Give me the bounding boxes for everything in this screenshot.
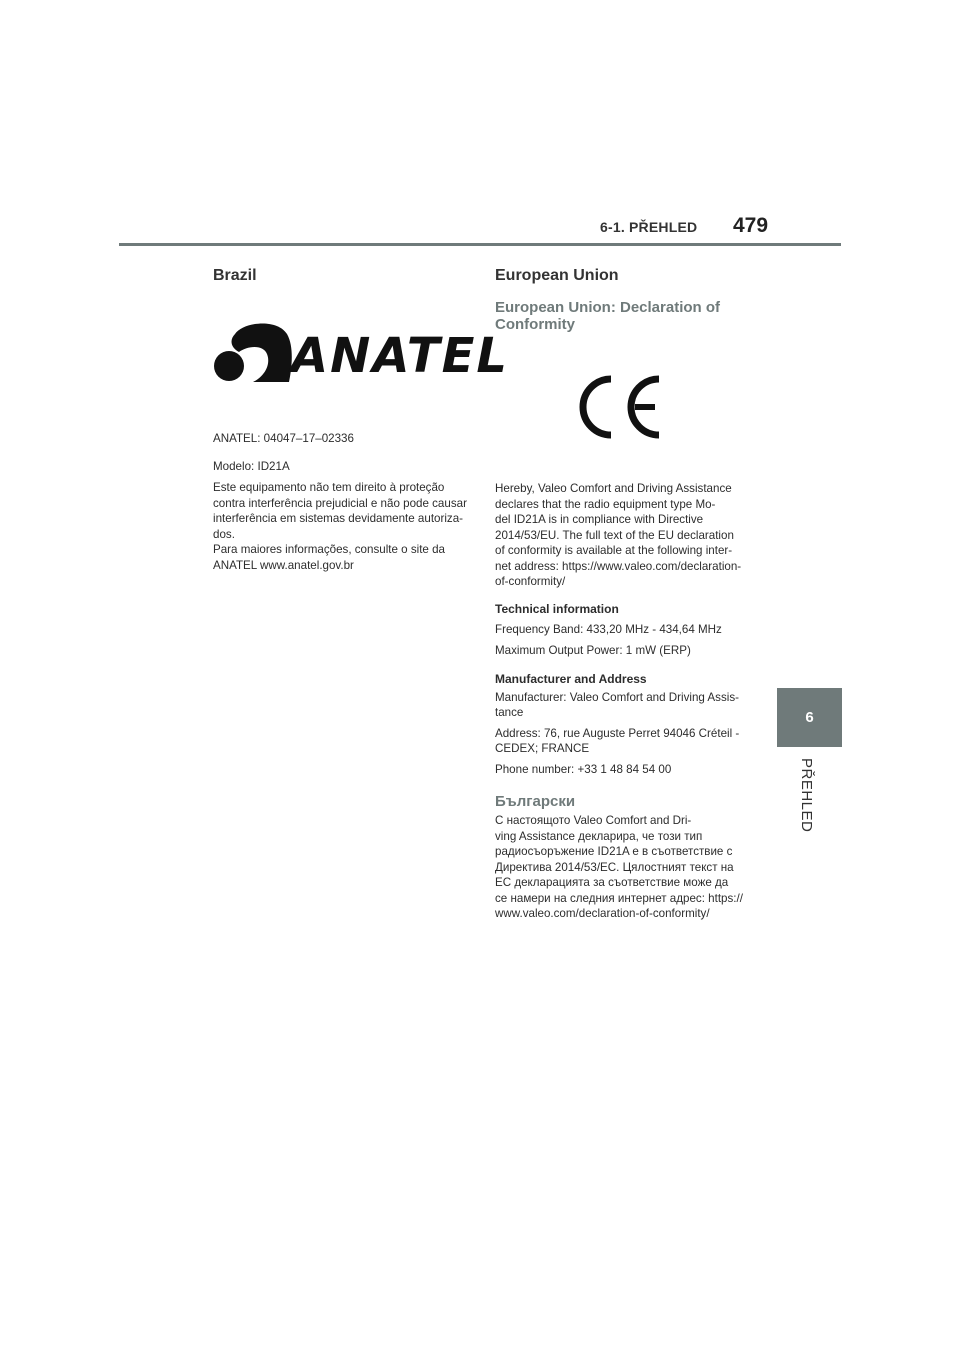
brazil-column [213, 262, 469, 287]
bulgarian-line: ving Assistance декларира, че този тип [495, 829, 703, 843]
frequency-band: Frequency Band: 433,20 MHz - 434,64 MHz [495, 623, 722, 636]
manufacturer-line: Manufacturer: Valeo Comfort and Driving Assis- [495, 690, 739, 704]
page-number: 479 [733, 214, 769, 237]
anatel-wordmark: ANATEL [291, 328, 509, 384]
running-header-section: 6-1. PŘEHLED [600, 219, 698, 235]
max-output-power: Maximum Output Power: 1 mW (ERP) [495, 643, 691, 657]
brazil-model: Modelo: ID21A [213, 459, 290, 473]
brazil-notice-line: interferência em sistemas devidamente autoriza- [213, 512, 464, 525]
anatel-logo [213, 320, 509, 384]
eu-column [495, 262, 747, 333]
manufacturer-address [495, 726, 747, 757]
brazil-text [213, 431, 469, 573]
brazil-notice-line: Este equipamento não tem direito à proteção [213, 481, 445, 494]
brazil-notice-line: dos. [213, 527, 235, 541]
chapter-tab [777, 688, 842, 747]
ce-mark-icon [575, 375, 665, 439]
eu-subheading [495, 299, 747, 333]
phone-number: Phone number: +33 1 48 84 54 00 [495, 762, 672, 776]
brazil-notice-line: Para maiores informações, consulte o site da [213, 543, 445, 556]
chapter-side-label: PŘEHLED [798, 758, 815, 833]
bulgarian-line: С настоящото Valeo Comfort and Dri- [495, 814, 692, 827]
eu-declaration-line: 2014/53/EU. The full text of the EU declaration [495, 528, 734, 542]
eu-declaration-line: declares that the radio equipment type Mo- [495, 497, 716, 511]
brazil-notice-line: ANATEL www.anatel.gov.br [213, 558, 354, 572]
bulgarian-line: Директива 2014/53/ЕС. Цялостният текст на [495, 860, 734, 874]
header-divider [119, 243, 841, 246]
eu-declaration-line: del ID21A is in compliance with Directive [495, 513, 704, 526]
anatel-emblem-icon [213, 320, 293, 384]
bulgarian-heading: Български [495, 793, 576, 810]
eu-text [495, 481, 747, 922]
address-line: CEDEX; FRANCE [495, 742, 590, 755]
address-line: Address: 76, rue Auguste Perret 94046 Créteil - [495, 726, 740, 740]
eu-heading: European Union [495, 267, 619, 284]
eu-subheading-line: Conformity [495, 316, 575, 333]
brazil-heading: Brazil [213, 267, 257, 284]
manufacturer-name [495, 690, 747, 721]
eu-declaration-line: net address: https://www.valeo.com/declaration- [495, 559, 742, 573]
bulgarian-line: се намери на следния интернет адрес: https:// [495, 891, 743, 905]
eu-declaration-line: Hereby, Valeo Comfort and Driving Assistance [495, 482, 732, 495]
manufacturer-heading: Manufacturer and Address [495, 672, 647, 686]
eu-subheading-line: European Union: Declaration of [495, 299, 721, 316]
bulgarian-line: радиосъоръжение ID21A е в съответствие с [495, 845, 733, 858]
brazil-notice-line: contra interferência prejudicial e não pode causar [213, 496, 467, 510]
bulgarian-line: ЕС декларацията за съответствие може да [495, 876, 729, 889]
bulgarian-line: www.valeo.com/declaration-of-conformity/ [495, 907, 710, 920]
brazil-notice [213, 480, 469, 573]
eu-declaration-line: of conformity is available at the following inter- [495, 544, 733, 557]
chapter-number: 6 [805, 709, 814, 726]
eu-declaration-line: of-conformity/ [495, 575, 566, 588]
manufacturer-line: tance [495, 706, 524, 719]
anatel-code: ANATEL: 04047–17–02336 [213, 432, 354, 445]
eu-declaration [495, 481, 747, 590]
technical-info-heading: Technical information [495, 601, 619, 616]
bulgarian-declaration [495, 813, 747, 922]
